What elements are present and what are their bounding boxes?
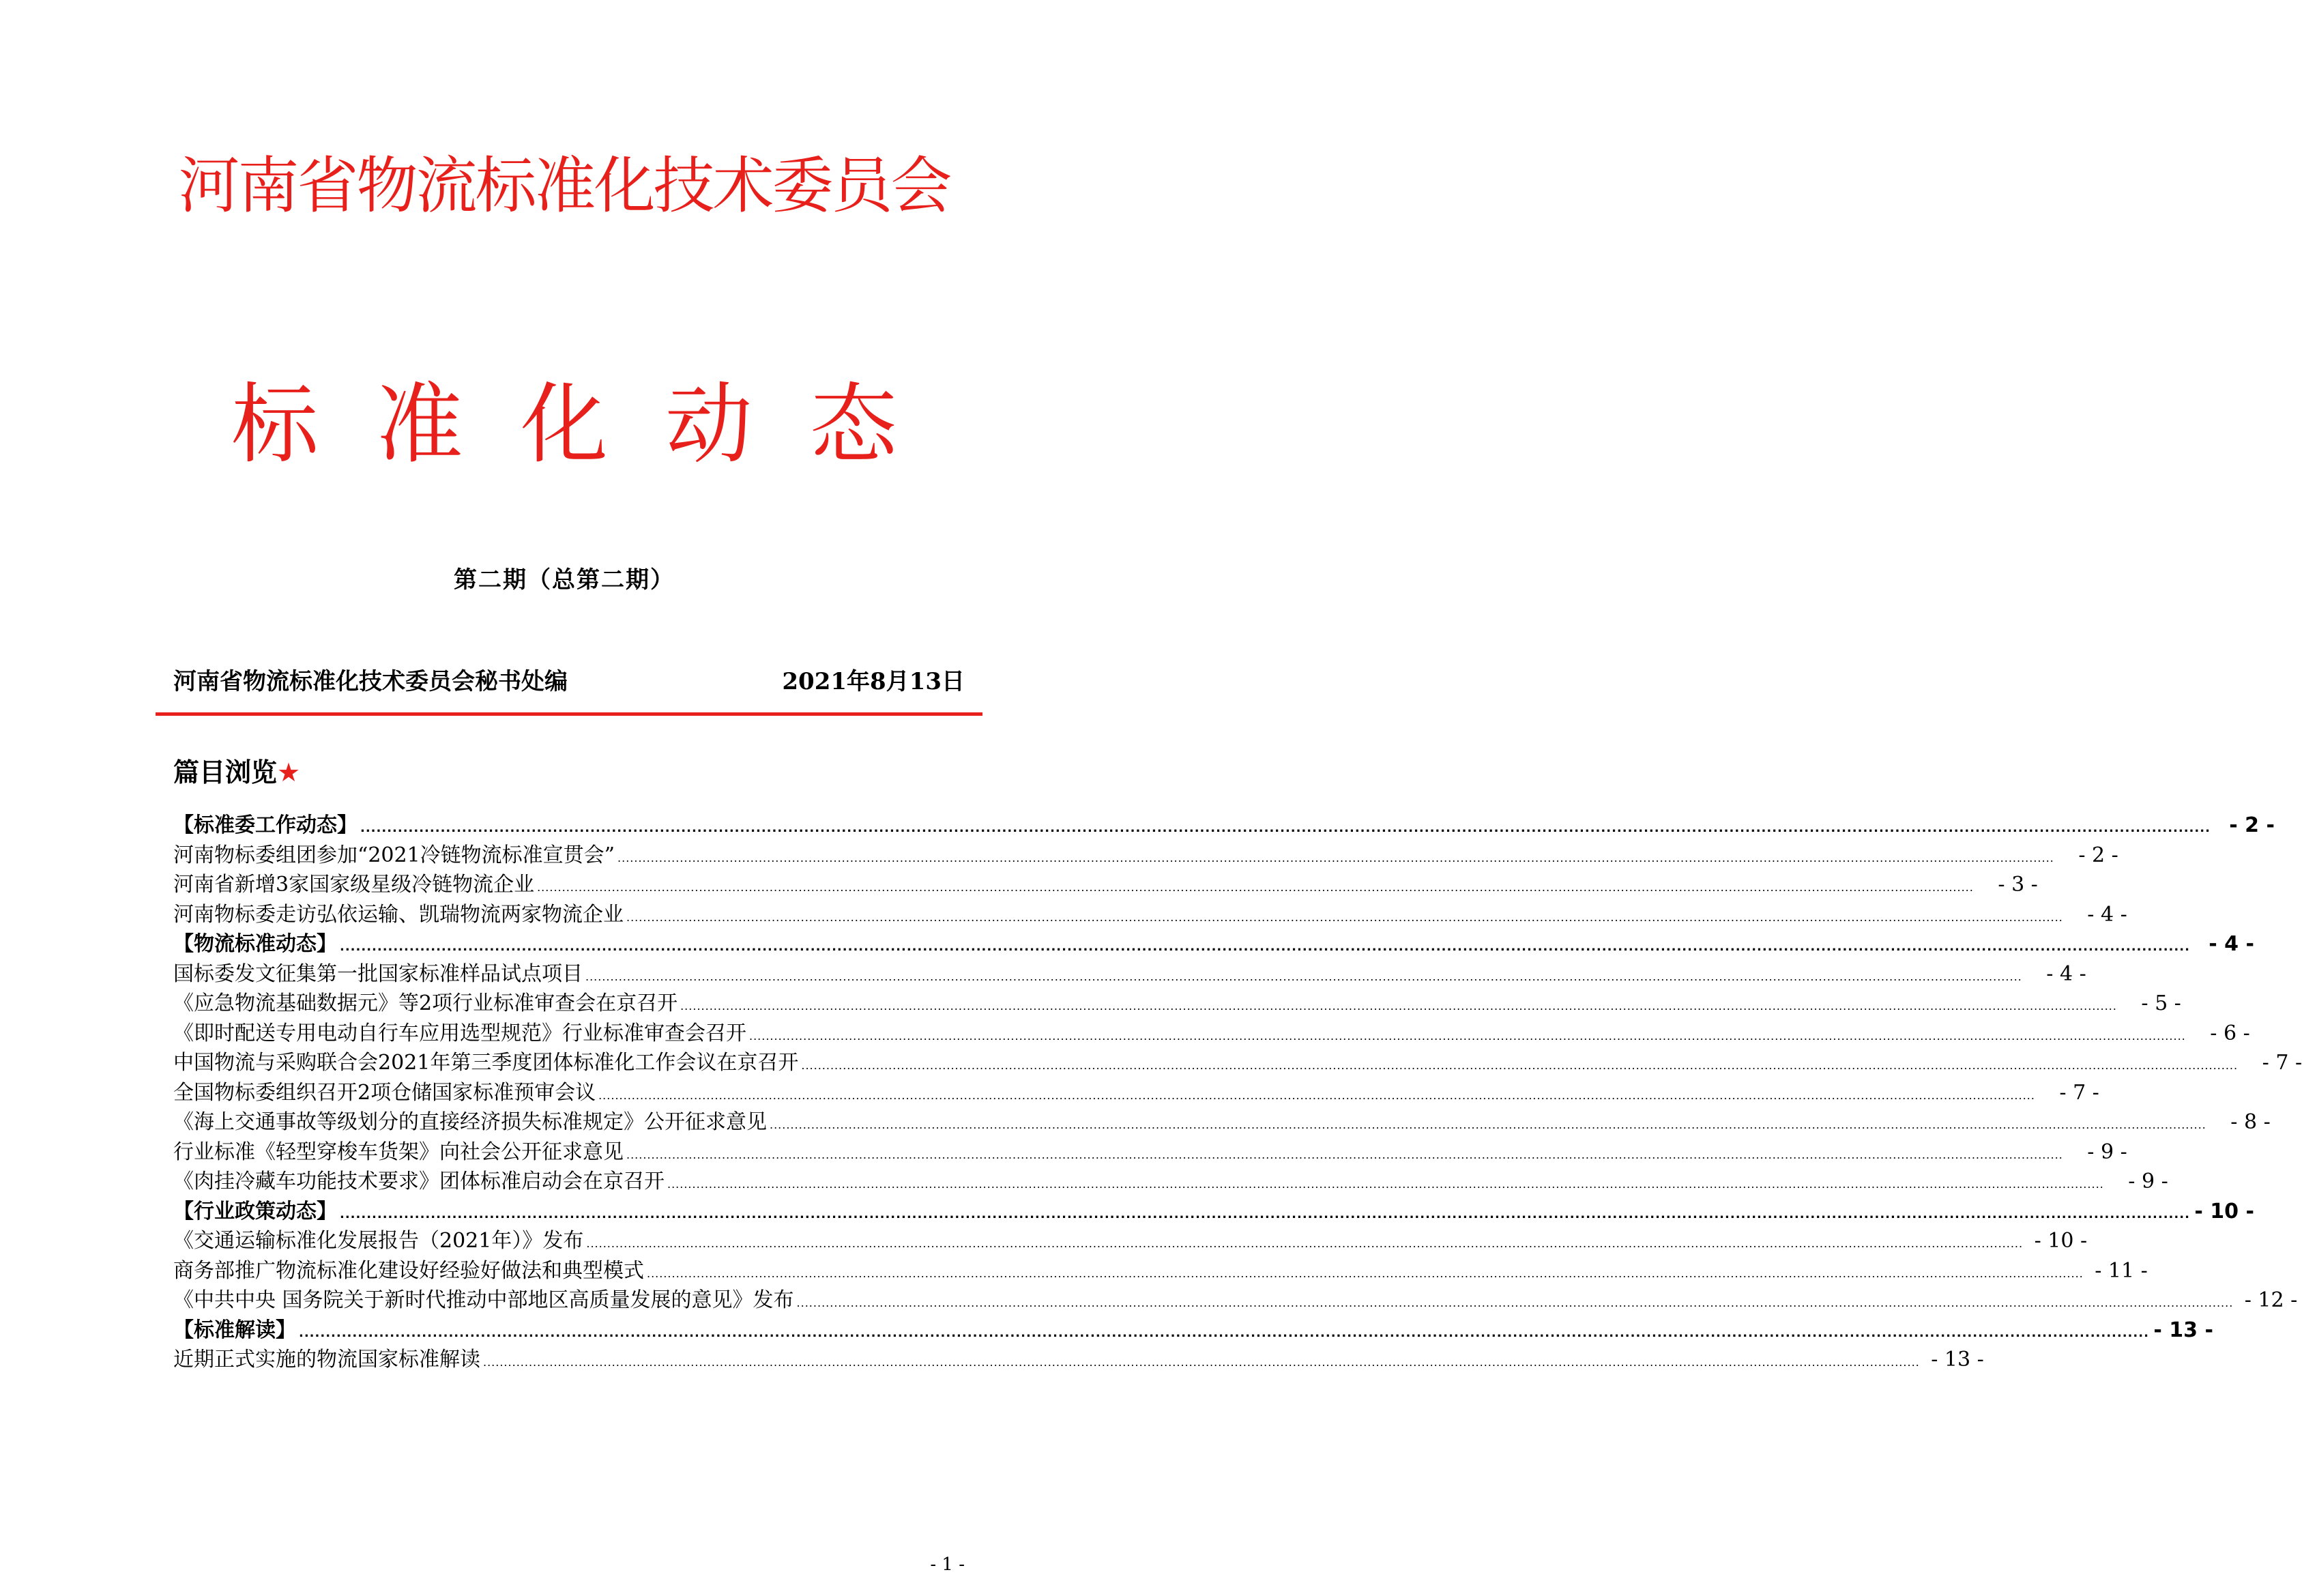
toc-page-number: - 4 - [2209,932,2254,956]
toc-entry-row[interactable] [173,1226,2088,1256]
toc-section-row[interactable] [173,929,2254,959]
toc-section-label: 【行业政策动态】 [173,1199,337,1223]
toc-entry-label: 商务部推广物流标准化建设好经验好做法和典型模式 [173,1258,644,1283]
toc-heading [173,753,300,792]
toc-page-number: - 11 - [2095,1258,2148,1283]
toc-entry-label: 中国物流与采购联合会2021年第三季度团体标准化工作会议在京召开 [173,1051,799,1075]
toc-entry-label: 《中共中央 国务院关于新时代推动中部地区高质量发展的意见》发布 [173,1288,794,1312]
dot-leader [680,991,2117,1021]
toc-entry-row[interactable] [173,1078,2099,1108]
red-divider [156,712,982,716]
toc-page-number: - 7 - [2262,1051,2302,1075]
toc-heading-label: 篇目浏览 [173,757,278,787]
toc-entry-row[interactable] [173,1107,2271,1137]
toc-entry-row[interactable] [173,1048,2302,1078]
issue-number: 第二期（总第二期） [454,566,675,594]
toc-entry-row[interactable] [173,870,2038,900]
toc-entry-label: 近期正式实施的物流国家标准解读 [173,1348,480,1372]
toc-entry-row[interactable] [173,1286,2298,1316]
toc-entry-label: 国标委发文征集第一批国家标准样品试点项目 [173,961,583,986]
toc-page-number: - 13 - [1931,1348,1984,1372]
toc-page-number: - 9 - [2128,1170,2168,1193]
page-number: - 1 - [930,1554,965,1575]
dot-leader [586,1229,2023,1259]
dot-leader [797,1288,2234,1318]
organization-title: 河南省物流标准化技术委员会 [178,150,950,222]
toc-page-number: - 12 - [2244,1288,2298,1312]
toc-section-row[interactable] [173,1316,2213,1346]
toc-entry-row[interactable] [173,1345,1984,1375]
dot-leader [598,1081,2035,1111]
publication-title: 标准化动态 [231,374,955,476]
dot-leader [617,843,2054,873]
toc-section-row[interactable] [173,1197,2254,1227]
editor-date-line [173,663,965,700]
toc-entry-row[interactable] [173,989,2181,1019]
toc-entry-row[interactable] [173,959,2086,989]
dot-leader [299,1318,2149,1348]
toc-page-number: - 6 - [2210,1021,2250,1045]
toc-entry-label: 《交通运输标准化发展报告（2021年）》发布 [173,1229,584,1253]
toc-entry-row[interactable] [173,841,2118,871]
dot-leader [626,903,2063,933]
toc-page-number: - 8 - [2230,1110,2271,1134]
toc-section-label: 【物流标准动态】 [173,932,337,956]
toc-section-label: 【标准委工作动态】 [173,813,358,837]
toc-entry-label: 行业标准《轻型穿梭车货架》向社会公开征求意见 [173,1140,624,1164]
toc-entry-row[interactable] [173,1256,2148,1286]
toc-entry-row[interactable] [173,1167,2168,1197]
toc-page-number: - 5 - [2141,991,2181,1015]
dot-leader [585,962,2022,992]
toc-entry-label: 《海上交通事故等级划分的直接经济损失标准规定》公开征求意见 [173,1110,767,1134]
dot-leader [770,1110,2206,1140]
toc-entry-label: 河南物标委组团参加“2021冷链物流标准宣贯会” [173,843,615,867]
toc-entry-row[interactable] [173,1137,2127,1167]
dot-leader [340,1200,2190,1230]
editor-credit: 河南省物流标准化技术委员会秘书处编 [173,668,568,695]
dot-leader [340,932,2190,962]
toc-entry-row[interactable] [173,900,2127,930]
toc-entry-label: 河南物标委走访弘依运输、凯瑞物流两家物流企业 [173,902,624,927]
toc-section-row[interactable] [173,811,2275,841]
toc-page-number: - 4 - [2087,902,2127,927]
toc-entry-label: 《应急物流基础数据元》等2项行业标准审查会在京召开 [173,991,678,1015]
dot-leader [667,1170,2104,1200]
toc-page-number: - 10 - [2034,1229,2088,1253]
dot-leader [360,813,2211,843]
toc-page-number: - 13 - [2153,1318,2213,1342]
toc-entry-label: 《即时配送专用电动自行车应用选型规范》行业标准审查会召开 [173,1021,746,1045]
toc-page-number: - 9 - [2087,1140,2127,1164]
dot-leader [537,873,1974,903]
dot-leader [626,1140,2063,1170]
toc-entry-label: 全国物标委组织召开2项仓储国家标准预审会议 [173,1080,596,1105]
star-icon: ★ [277,757,301,787]
toc-page-number: - 2 - [2229,813,2275,837]
toc-entry-label: 《肉挂冷藏车功能技术要求》团体标准启动会在京召开 [173,1170,665,1193]
dot-leader [647,1259,2084,1289]
table-of-contents [173,811,2302,1375]
dot-leader [801,1051,2238,1081]
toc-section-label: 【标准解读】 [173,1318,296,1342]
toc-entry-label: 河南省新增3家国家级星级冷链物流企业 [173,873,535,897]
toc-page-number: - 3 - [1998,873,2038,897]
toc-page-number: - 4 - [2046,961,2086,986]
dot-leader [749,1021,2186,1051]
toc-entry-row[interactable] [173,1019,2250,1049]
publication-date: 2021年8月13日 [782,668,965,695]
dot-leader [483,1348,1920,1378]
toc-page-number: - 2 - [2078,843,2118,867]
toc-page-number: - 10 - [2194,1199,2254,1223]
toc-page-number: - 7 - [2059,1080,2099,1105]
